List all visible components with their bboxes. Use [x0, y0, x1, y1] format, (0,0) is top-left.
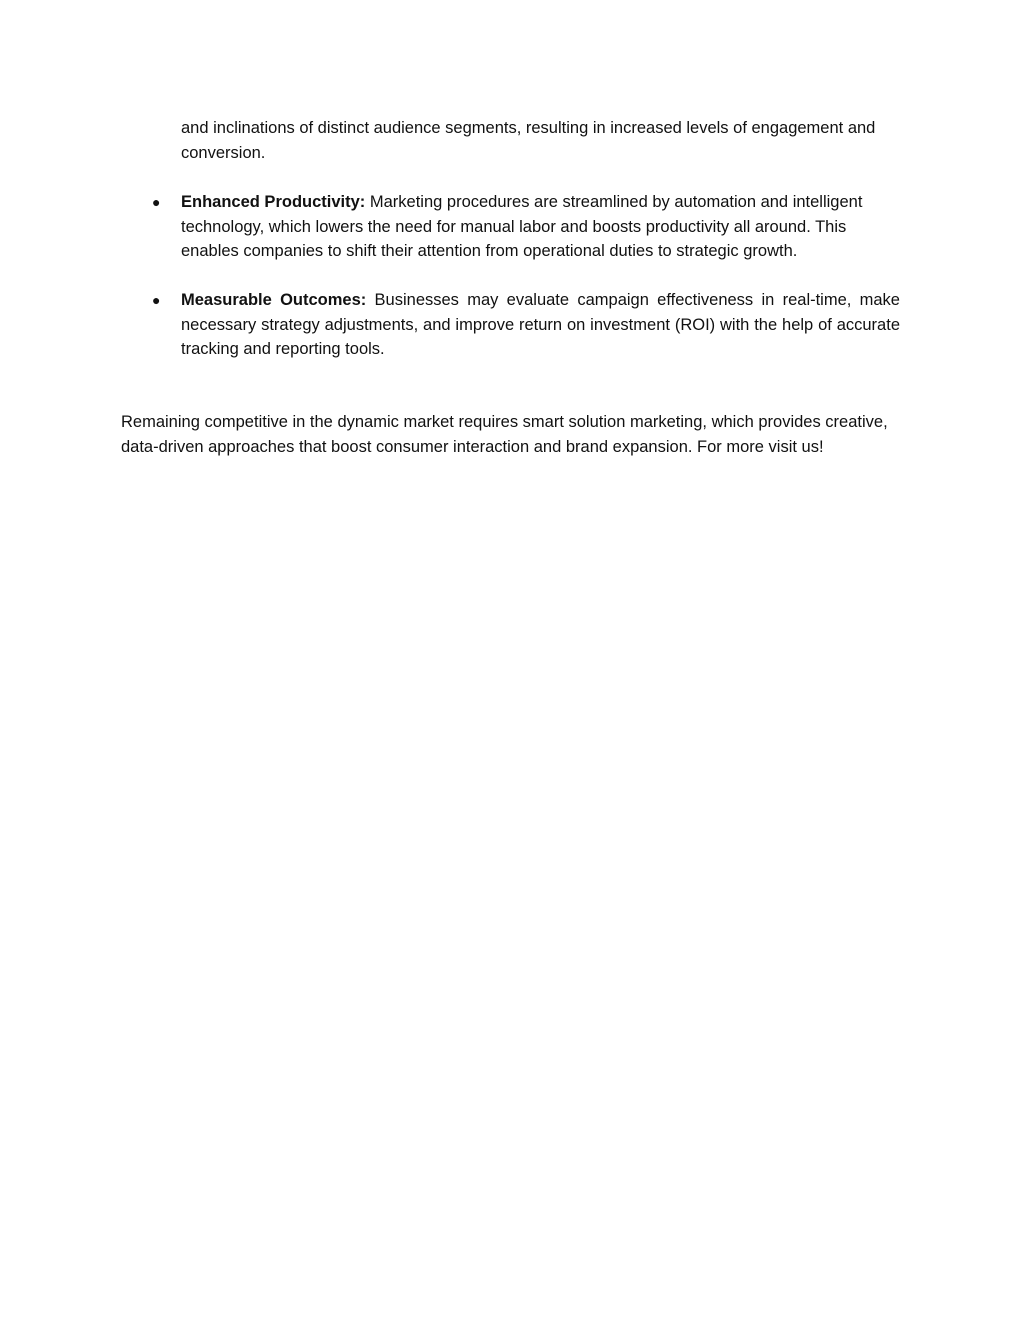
bullet-text: Businesses may evaluate campaign effectiveness in real-time, make necessary strategy adjustments, and improve return on investment (ROI) with the help of accurate tracking and reporting tools. [181, 291, 900, 358]
bullet-list [150, 190, 900, 386]
bullet-text: Marketing procedures are streamlined by automation and intelligent technology, which lowers the need for manual labor and boosts productivity all around. This enables companies to shift their attention from operational duties to strategic growth. [181, 193, 863, 260]
bullet-item-measurable-outcomes [150, 288, 900, 362]
bullet-title: Enhanced Productivity: [181, 193, 370, 211]
continuation-paragraph: and inclinations of distinct audience segments, resulting in increased levels of engagement and conversion. [181, 119, 876, 162]
bullet-icon: ● [152, 292, 161, 308]
bullet-icon: ● [152, 194, 161, 210]
bullet-title: Measurable Outcomes: [181, 291, 375, 309]
bullet-item-enhanced-productivity [150, 190, 900, 264]
closing-paragraph: Remaining competitive in the dynamic market requires smart solution marketing, which provides creative, data-driven approaches that boost consumer interaction and brand expansion. For more visit us! [121, 413, 888, 456]
